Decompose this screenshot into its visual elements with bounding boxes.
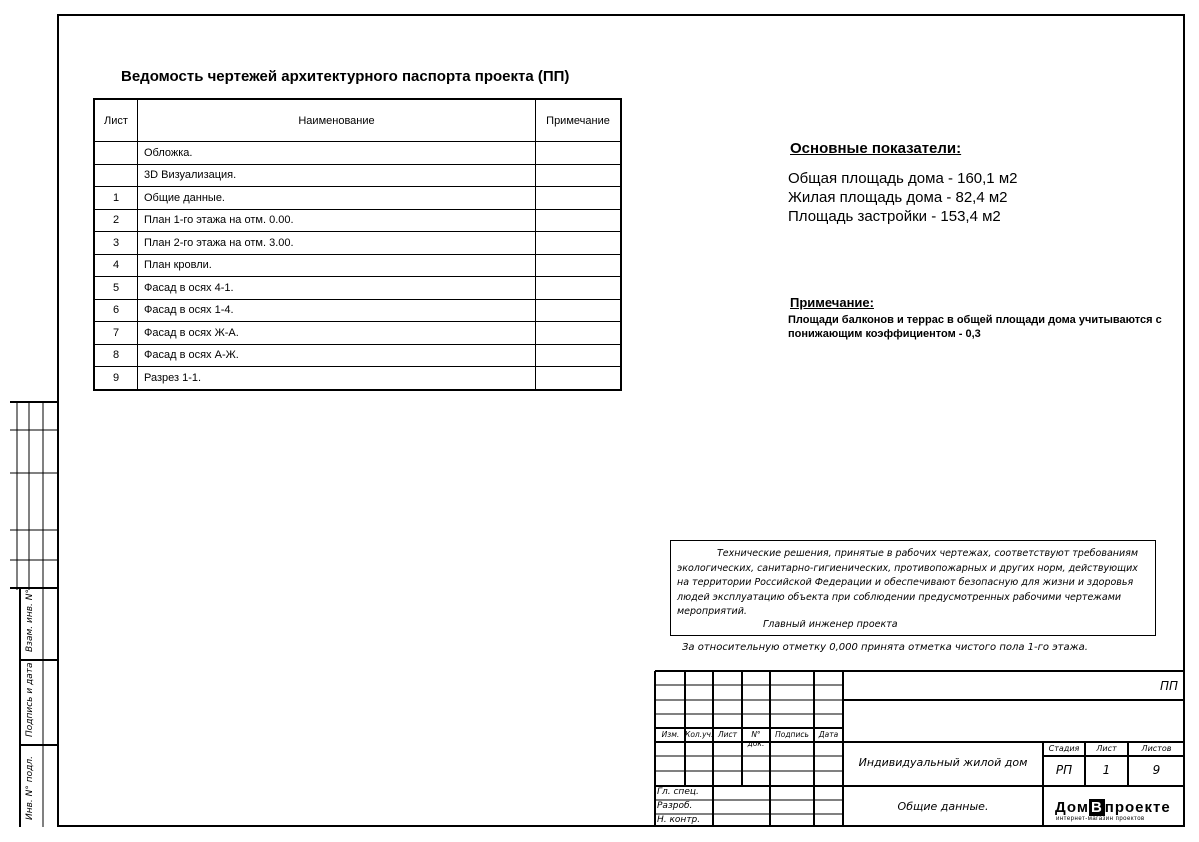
- sheet-name: Фасад в осях 1-4.: [138, 299, 536, 322]
- logo-left: Дом: [1055, 799, 1089, 816]
- side-label-orig-inv: Инв. N° подл.: [25, 756, 35, 820]
- sheet-name: Обложка.: [138, 142, 536, 165]
- indicator-total-area: Общая площадь дома - 160,1 м2: [788, 170, 1018, 187]
- sheet-name: План 2-го этажа на отм. 3.00.: [138, 232, 536, 255]
- stamp-stage: РП: [1055, 763, 1073, 777]
- stamp-sheet: 1: [1102, 763, 1111, 777]
- sheet-number: 9: [94, 367, 138, 390]
- stamp-col-doc: N° док.: [747, 730, 765, 748]
- stamp-role-developer: Разроб.: [657, 801, 693, 811]
- sheet-name: Общие данные.: [138, 187, 536, 210]
- sheet-number: 5: [94, 277, 138, 300]
- indicator-building-area: Площадь застройки - 153,4 м2: [788, 208, 1001, 225]
- stamp-col-change: Изм.: [661, 730, 680, 739]
- sheet-number: 4: [94, 254, 138, 277]
- chief-engineer-label: Главный инженер проекта: [763, 619, 898, 630]
- sheet-name: 3D Визуализация.: [138, 164, 536, 187]
- stamp-code: ПП: [1160, 679, 1179, 693]
- stamp-sheets-label: Листов: [1141, 744, 1172, 753]
- tech-statement-text: Технические решения, принятые в рабочих чертежах, соответствуют требованиям экологических, санитарно-гигиенических, противопожарных и других норм, действующих на территории Российской Федерации и обеспечивают безопасную для жизни и здоровья людей эксплуатацию объекта при соблюдении предусмотренных рабочими чертежами мероприятий.: [677, 548, 1139, 617]
- sheet-name: Фасад в осях А-Ж.: [138, 344, 536, 367]
- company-logo: [1055, 799, 1171, 816]
- col-header-name: Наименование: [138, 99, 536, 142]
- logo-subtitle: интернет-магазин проектов: [1056, 816, 1145, 822]
- sheet-number: 8: [94, 344, 138, 367]
- stamp-stage-label: Стадия: [1048, 744, 1080, 753]
- stamp-col-qty: Кол.уч.: [685, 730, 714, 739]
- stamp-role-control: Н. контр.: [657, 815, 701, 825]
- stamp-sheet-label: Лист: [1096, 744, 1117, 753]
- sheet-name: Разрез 1-1.: [138, 367, 536, 390]
- stamp-col-date: Дата: [818, 730, 839, 739]
- sheet-name: Фасад в осях Ж-А.: [138, 322, 536, 345]
- indicator-living-area: Жилая площадь дома - 82,4 м2: [788, 189, 1008, 206]
- sheet-number: 2: [94, 209, 138, 232]
- side-label-replace-inv: Взам. инв. N°: [25, 589, 35, 652]
- logo-mid: В: [1090, 799, 1103, 816]
- sheet-number: 7: [94, 322, 138, 345]
- sheet-number: 1: [94, 187, 138, 210]
- sheet-number: 6: [94, 299, 138, 322]
- stamp-col-signature: Подпись: [775, 730, 809, 739]
- stamp-object: Индивидуальный жилой дом: [858, 756, 1028, 769]
- col-header-note: Примечание: [536, 99, 622, 142]
- sheet-name: Фасад в осях 4-1.: [138, 277, 536, 300]
- sheet-name: План кровли.: [138, 254, 536, 277]
- stamp-sheets: 9: [1152, 763, 1161, 777]
- logo-right: проекте: [1104, 799, 1171, 816]
- page-title: Ведомость чертежей архитектурного паспорта проекта (ПП): [121, 68, 570, 85]
- note-text: Площади балконов и террас в общей площади дома учитываются с понижающим коэффициентом - 0,3: [788, 314, 1162, 340]
- stamp-sheet-title: Общие данные.: [897, 800, 989, 813]
- sheet-name: План 1-го этажа на отм. 0.00.: [138, 209, 536, 232]
- col-header-sheet: Лист: [94, 99, 138, 142]
- note-heading: Примечание:: [790, 295, 874, 310]
- side-label-signature-date: Подпись и дата: [25, 662, 35, 737]
- level-note: За относительную отметку 0,000 принята отметка чистого пола 1-го этажа.: [682, 642, 1088, 653]
- indicators-heading: Основные показатели:: [790, 140, 962, 157]
- stamp-role-chief: Гл. спец.: [657, 787, 699, 797]
- stamp-col-sheet: Лист: [717, 730, 737, 739]
- sheet-number: 3: [94, 232, 138, 255]
